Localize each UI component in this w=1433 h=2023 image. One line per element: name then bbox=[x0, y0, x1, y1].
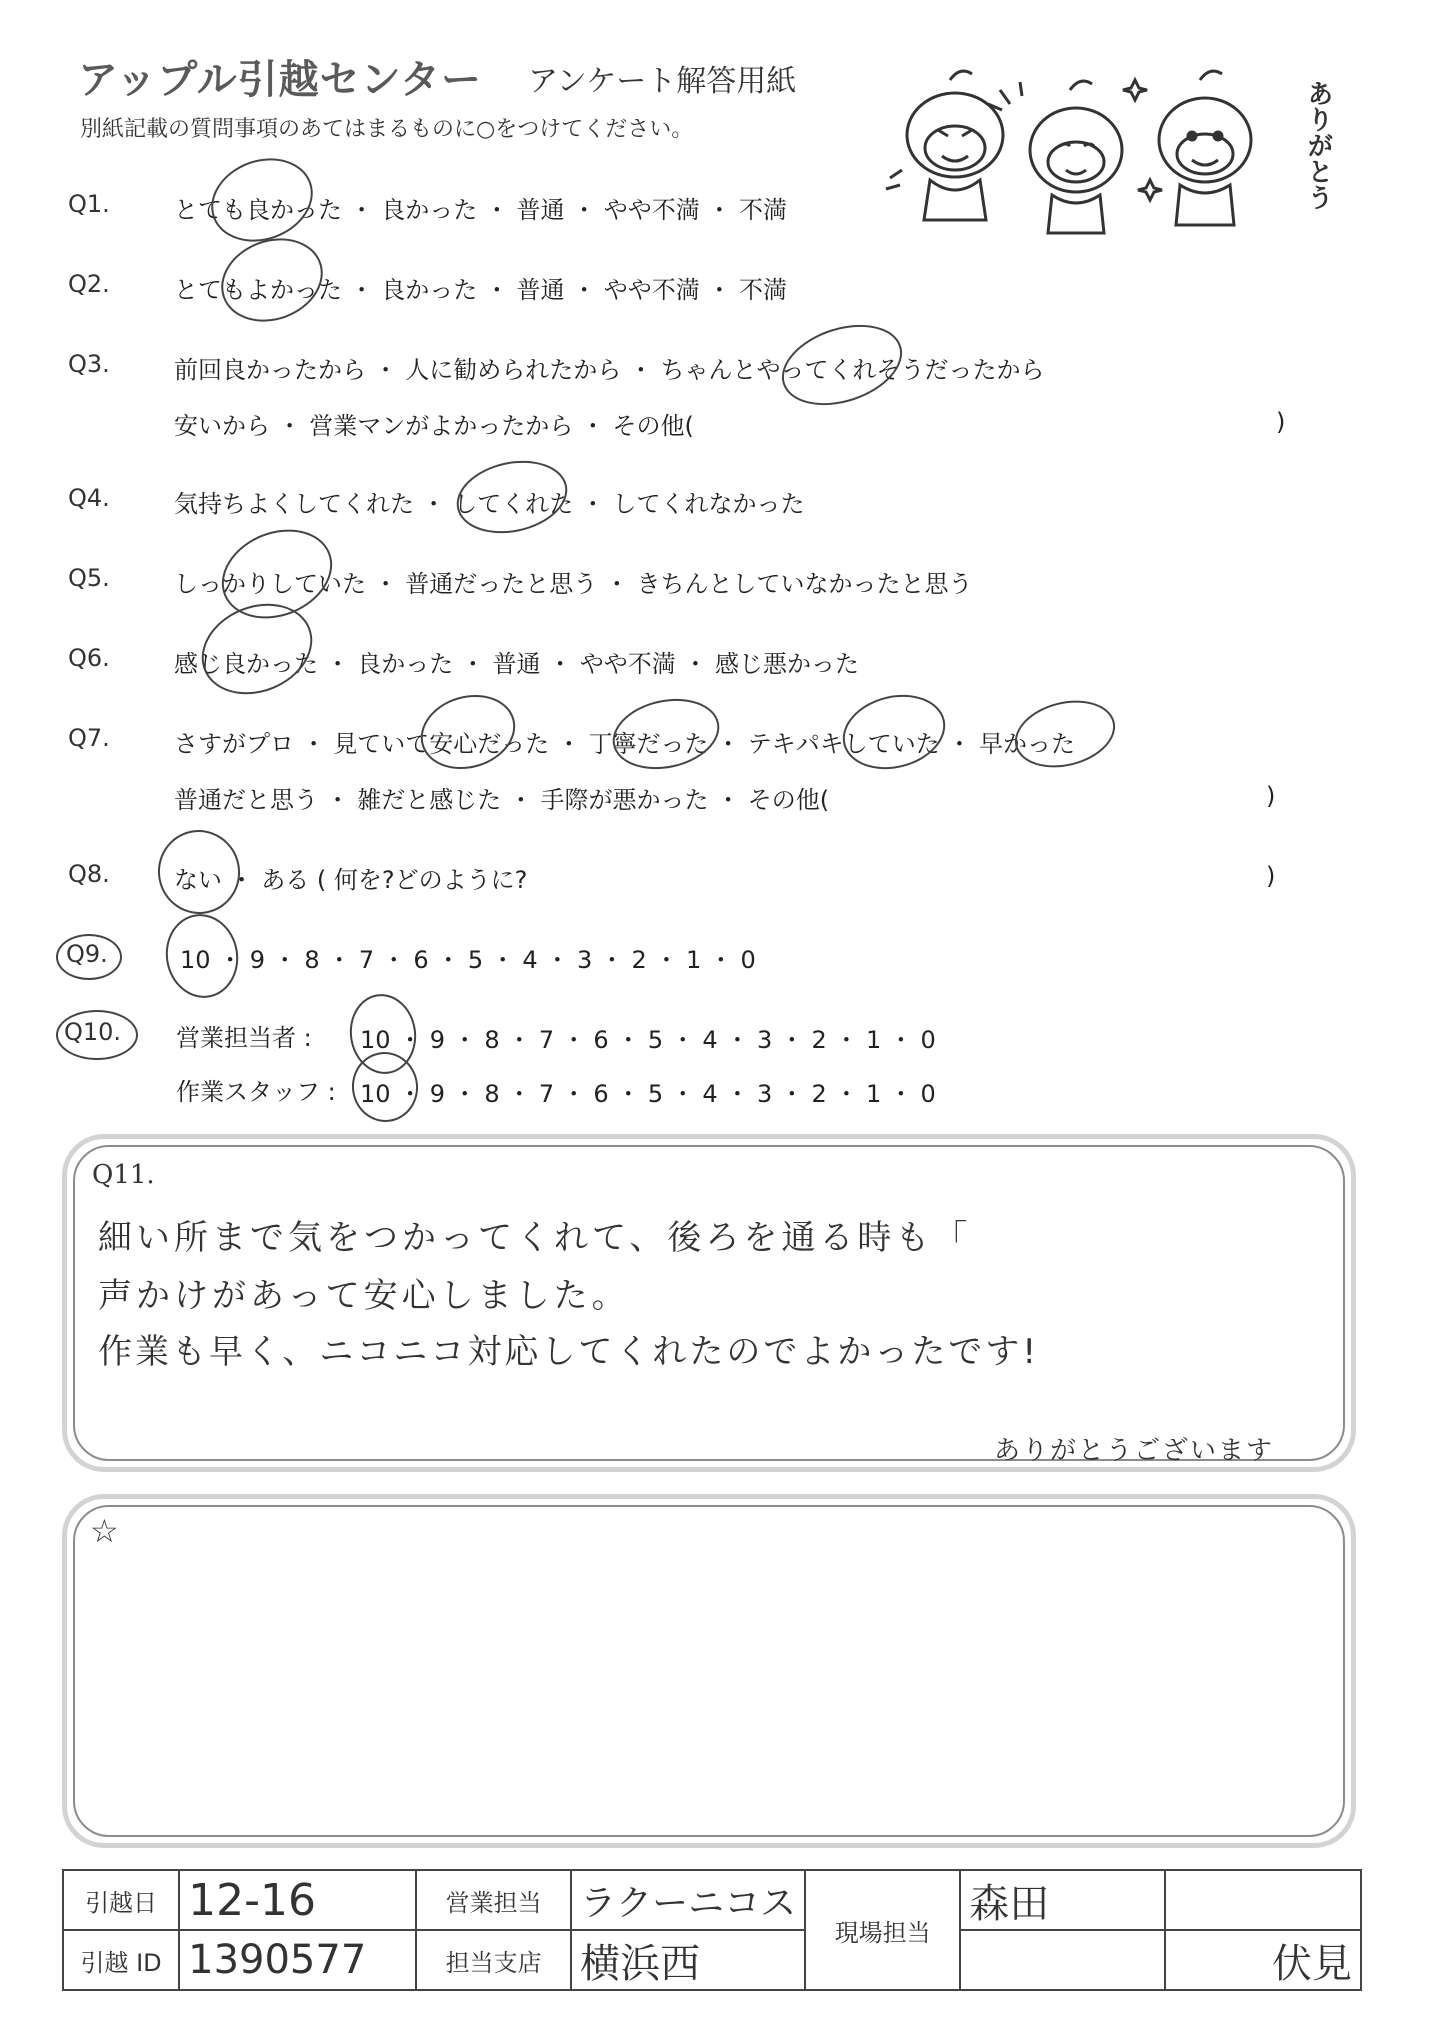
q4-options: 気持ちよくしてくれた ・ してくれた ・ してくれなかった bbox=[174, 490, 805, 518]
move-date-value: 12-16 bbox=[179, 1870, 416, 1930]
mascot-illustration bbox=[880, 60, 1340, 240]
q6-label: Q6. bbox=[68, 644, 110, 672]
q10-sales-label: 営業担当者 : bbox=[176, 1024, 312, 1052]
q6-options: 感じ良かった ・ 良かった ・ 普通 ・ やや不満 ・ 感じ悪かった bbox=[174, 650, 860, 678]
answer-circle bbox=[606, 690, 726, 779]
q9-label: Q9. bbox=[66, 940, 108, 968]
answer-circle bbox=[199, 145, 324, 256]
site-rep-value-2: 伏見 bbox=[1165, 1930, 1361, 1990]
form-subtitle: アンケート解答用紙 bbox=[528, 64, 797, 99]
q5-label: Q5. bbox=[68, 564, 110, 592]
branch-label: 担当支店 bbox=[416, 1930, 571, 1990]
answer-circle bbox=[450, 451, 574, 543]
q9-scale: 10 ・ 9 ・ 8 ・ 7 ・ 6 ・ 5 ・ 4 ・ 3 ・ 2 ・ 1 ・ 0 bbox=[180, 946, 756, 974]
q3-label: Q3. bbox=[68, 350, 110, 378]
answer-circle bbox=[1008, 691, 1122, 778]
answer-circle bbox=[835, 684, 953, 779]
q10-staff-scale: 10 ・ 9 ・ 8 ・ 7 ・ 6 ・ 5 ・ 4 ・ 3 ・ 2 ・ 1 ・ 0 bbox=[360, 1080, 936, 1108]
answer-circle bbox=[412, 684, 524, 780]
empty-cell bbox=[1165, 1870, 1361, 1930]
q8-options: ない ・ ある ( 何を?どのように? bbox=[174, 866, 528, 894]
q2-options: とてもよかった ・ 良かった ・ 普通 ・ やや不満 ・ 不満 bbox=[174, 276, 788, 304]
empty-cell bbox=[960, 1930, 1165, 1990]
answer-circle bbox=[150, 822, 248, 921]
q7-close-paren: ) bbox=[1266, 782, 1276, 810]
q3-close-paren: ) bbox=[1276, 408, 1286, 436]
move-info-table bbox=[62, 1869, 1362, 1991]
q1-label: Q1. bbox=[68, 190, 110, 218]
q11-comment-line1: 細い所まで気をつかってくれて、後ろを通る時も「 bbox=[98, 1218, 972, 1258]
q1-options: とても良かった ・ 良かった ・ 普通 ・ やや不満 ・ 不満 bbox=[174, 196, 788, 224]
star-icon: ☆ bbox=[90, 1512, 119, 1550]
free-comment-box bbox=[62, 1494, 1356, 1848]
q10-sales-scale: 10 ・ 9 ・ 8 ・ 7 ・ 6 ・ 5 ・ 4 ・ 3 ・ 2 ・ 1 ・ 0 bbox=[360, 1026, 936, 1054]
q7-options-line2: 普通だと思う ・ 雑だと感じた ・ 手際が悪かった ・ その他( bbox=[174, 786, 830, 814]
q11-comment-line2: 声かけがあって安心しました。 bbox=[98, 1276, 630, 1316]
q2-label: Q2. bbox=[68, 270, 110, 298]
move-date-label: 引越日 bbox=[63, 1870, 179, 1930]
q11-comment-line3: 作業も早く、ニコニコ対応してくれたのでよかったです! bbox=[98, 1332, 1039, 1372]
q3-options-line2: 安いから ・ 営業マンがよかったから ・ その他( bbox=[174, 412, 694, 440]
q10-label: Q10. bbox=[64, 1018, 122, 1046]
q8-label: Q8. bbox=[68, 860, 110, 888]
branch-value: 横浜西 bbox=[571, 1930, 805, 1990]
q11-signoff: ありがとうございます bbox=[994, 1436, 1275, 1466]
site-rep-value-1: 森田 bbox=[960, 1870, 1165, 1930]
answer-circle bbox=[159, 908, 244, 1003]
q11-label: Q11. bbox=[92, 1160, 155, 1190]
move-id-label: 引越 ID bbox=[63, 1930, 179, 1990]
q8-close-paren: ) bbox=[1266, 862, 1276, 890]
answer-circle bbox=[772, 311, 913, 420]
q10-staff-label: 作業スタッフ : bbox=[176, 1078, 336, 1106]
company-title: アップル引越センター bbox=[78, 57, 482, 103]
sales-rep-label: 営業担当 bbox=[416, 1870, 571, 1930]
site-rep-label: 現場担当 bbox=[805, 1870, 960, 1990]
sales-rep-value: ラクーニコス bbox=[571, 1870, 805, 1930]
q4-label: Q4. bbox=[68, 484, 110, 512]
q7-options-line1: さすがプロ ・ 見ていて安心だった ・ 丁寧だった ・ テキパキしていた ・ 早かった bbox=[174, 730, 1076, 758]
q7-label: Q7. bbox=[68, 724, 110, 752]
monkey-mascots-icon bbox=[880, 60, 1340, 240]
answer-circle bbox=[209, 225, 334, 336]
arigatou-text: ありがとう bbox=[1303, 80, 1333, 210]
move-id-value: 1390577 bbox=[179, 1930, 416, 1990]
q5-options: しっかりしていた ・ 普通だったと思う ・ きちんとしていなかったと思う bbox=[174, 570, 973, 598]
q3-options-line1: 前回良かったから ・ 人に勧められたから ・ ちゃんとやってくれそうだったから bbox=[174, 356, 1045, 384]
form-instruction: 別紙記載の質問事項のあてはまるものに○をつけてください。 bbox=[80, 117, 694, 142]
